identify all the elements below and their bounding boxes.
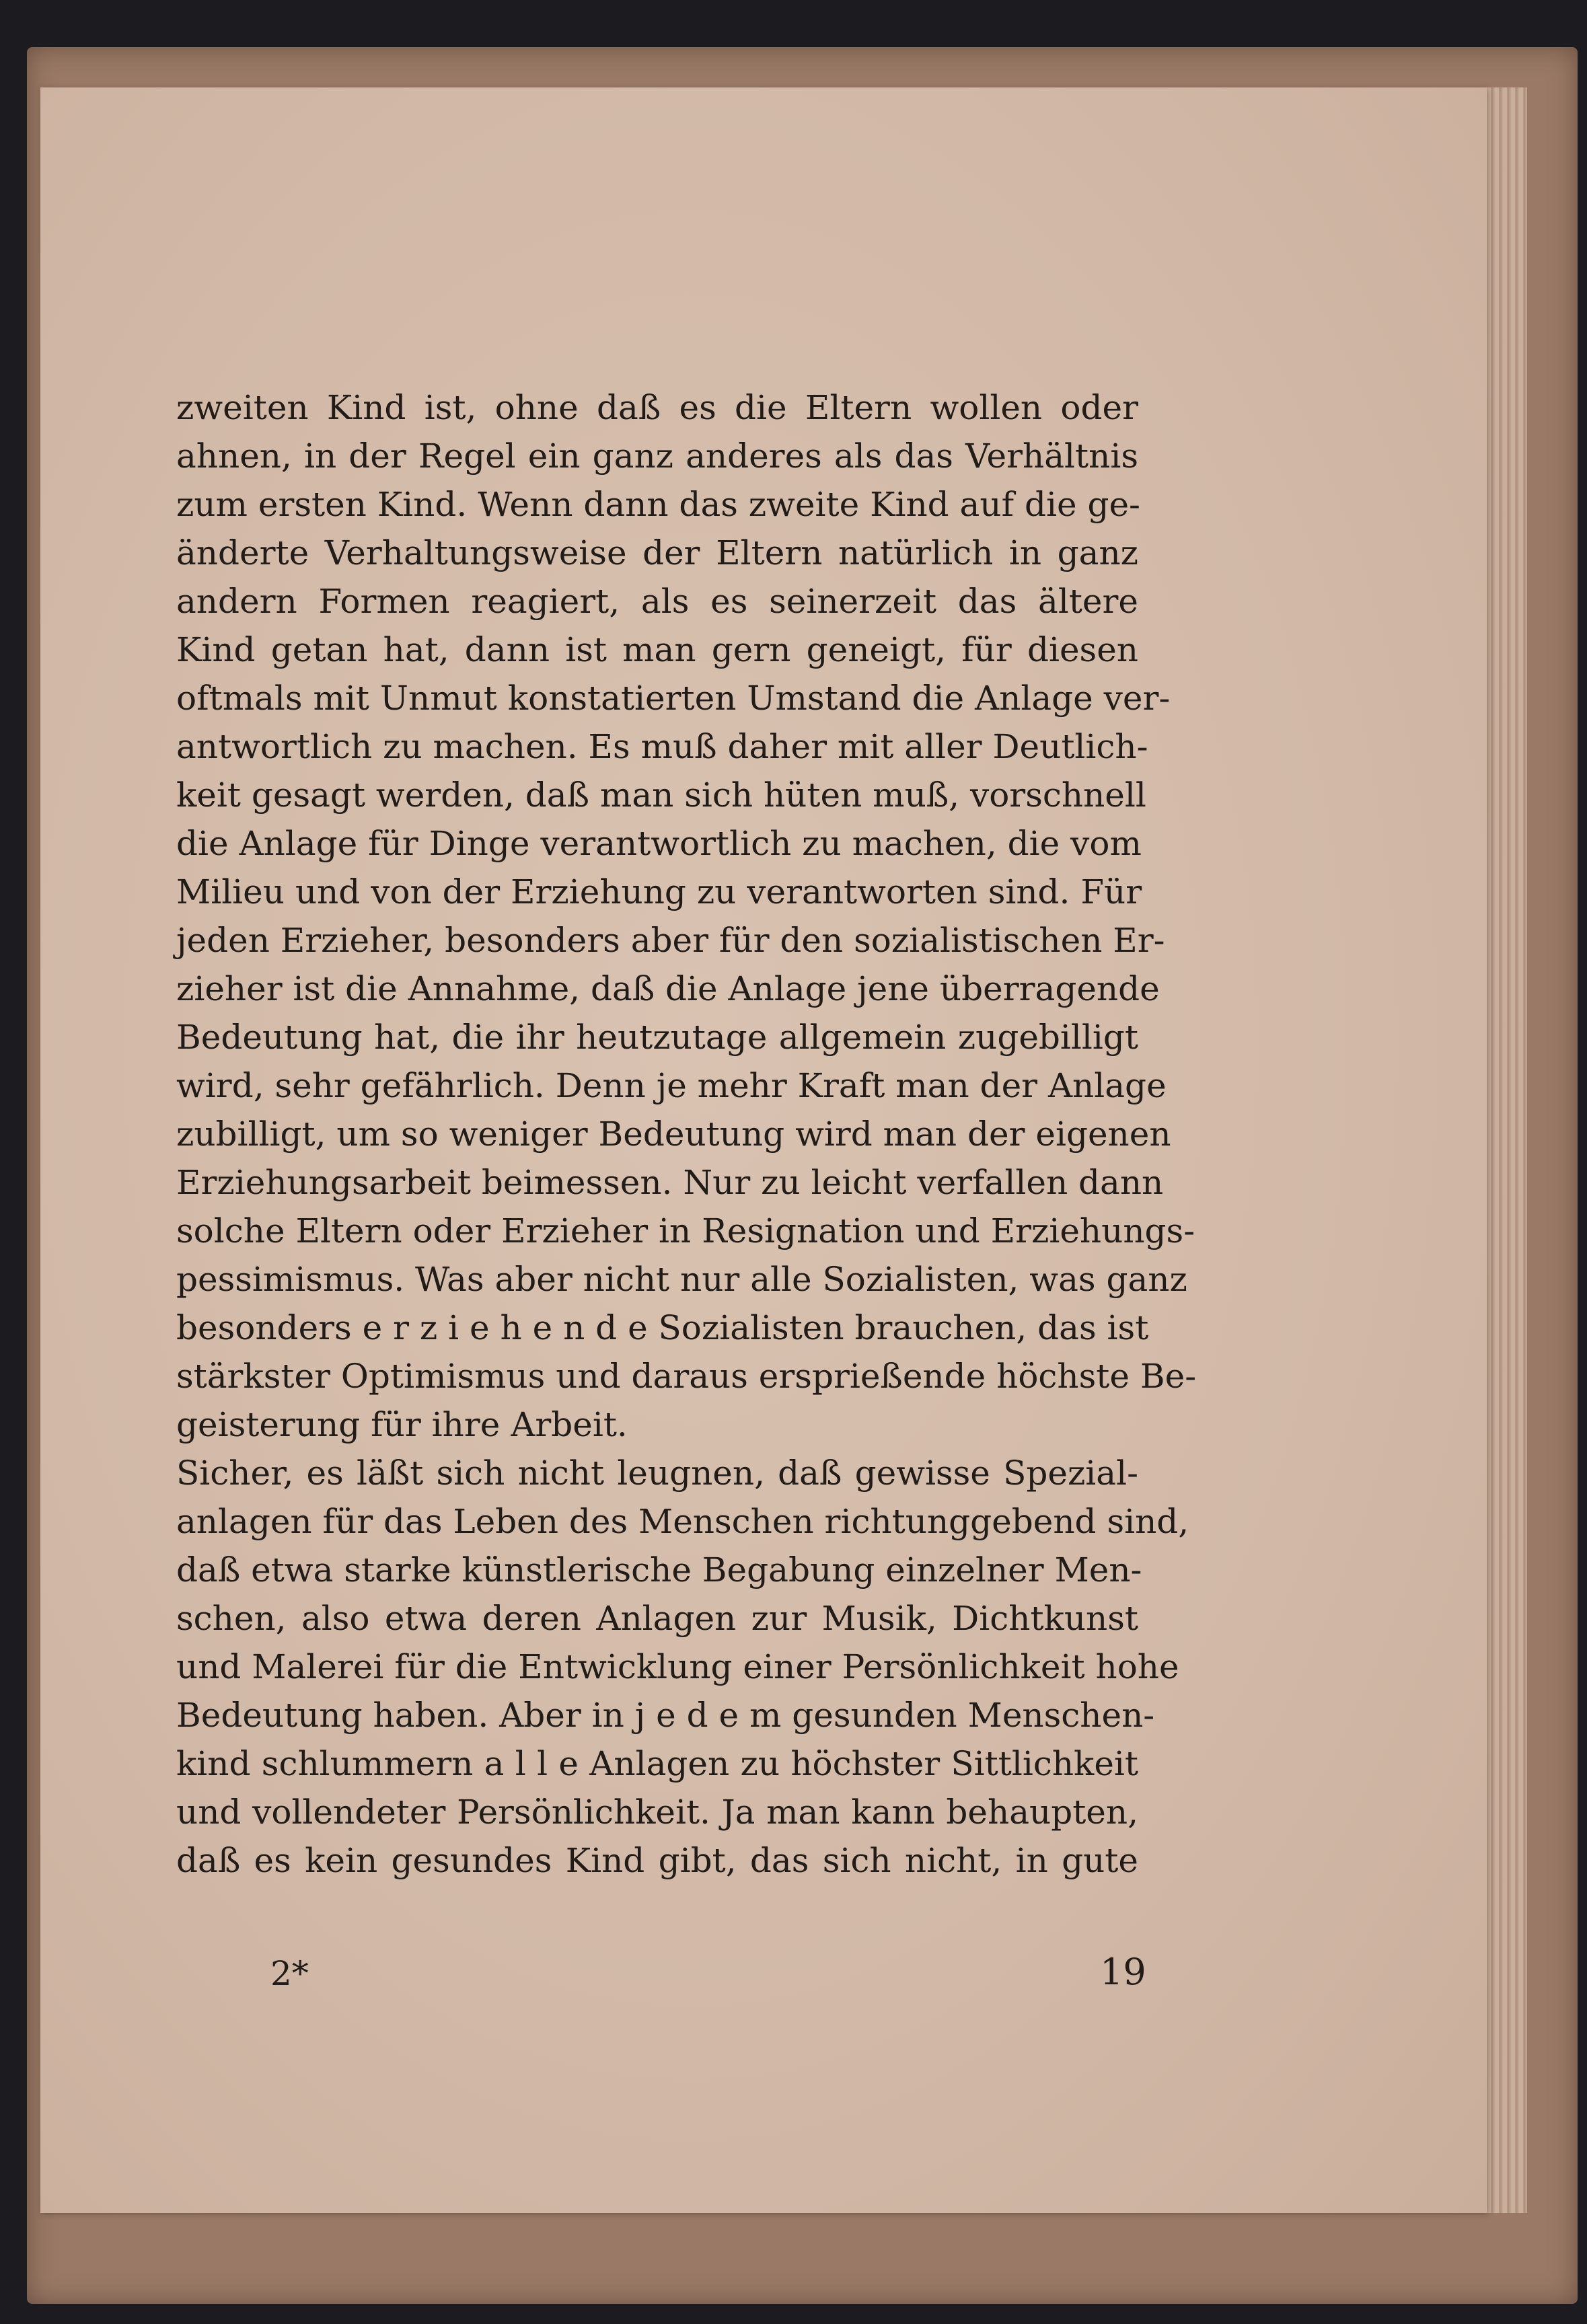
text-line: andern Formen reagiert, als es seinerzeit das ältere bbox=[176, 582, 1138, 621]
text-line: Bedeutung hat, die ihr heutzutage allgemein zugebilligt bbox=[176, 1018, 1138, 1057]
signature-mark: 2* bbox=[270, 1954, 309, 1993]
text-line: Kind getan hat, dann ist man gern geneigt, für diesen bbox=[176, 630, 1138, 669]
text-line: Sicher, es läßt sich nicht leugnen, daß gewisse Spezial- bbox=[176, 1454, 1138, 1493]
text-line: zum ersten Kind. Wenn dann das zweite Kind auf die ge- bbox=[176, 485, 1140, 524]
text-line: solche Eltern oder Erzieher in Resignation und Erziehungs- bbox=[176, 1211, 1195, 1250]
text-line: geisterung für ihre Arbeit. bbox=[176, 1405, 628, 1444]
text-line: zweiten Kind ist, ohne daß es die Eltern wollen oder bbox=[176, 388, 1138, 427]
text-line: und Malerei für die Entwicklung einer Persönlichkeit hohe bbox=[176, 1647, 1179, 1686]
body-text bbox=[176, 383, 1197, 1885]
text-line: oftmals mit Unmut konstatierten Umstand die Anlage ver- bbox=[176, 679, 1171, 718]
text-line: Erziehungsarbeit beimessen. Nur zu leicht verfallen dann bbox=[176, 1163, 1164, 1202]
text-line: änderte Verhaltungsweise der Eltern natürlich in ganz bbox=[176, 533, 1138, 572]
text-line: jeden Erzieher, besonders aber für den sozialistischen Er- bbox=[176, 921, 1165, 960]
text-line: die Anlage für Dinge verantwortlich zu machen, die vom bbox=[176, 824, 1142, 863]
text-line: keit gesagt werden, daß man sich hüten muß, vorschnell bbox=[176, 776, 1146, 815]
text-line: Milieu und von der Erziehung zu verantworten sind. Für bbox=[176, 872, 1142, 911]
text-line: stärkster Optimismus und daraus ersprießende höchste Be- bbox=[176, 1357, 1197, 1396]
text-line: kind schlummern a l l e Anlagen zu höchster Sittlichkeit bbox=[176, 1744, 1138, 1783]
text-line: Bedeutung haben. Aber in j e d e m gesunden Menschen- bbox=[176, 1696, 1155, 1735]
text-line: antwortlich zu machen. Es muß daher mit aller Deutlich- bbox=[176, 727, 1148, 766]
text-line: schen, also etwa deren Anlagen zur Musik, Dichtkunst bbox=[176, 1599, 1138, 1638]
text-line: pessimismus. Was aber nicht nur alle Sozialisten, was ganz bbox=[176, 1260, 1187, 1299]
text-line: anlagen für das Leben des Menschen richtunggebend sind, bbox=[176, 1502, 1189, 1541]
text-line: daß es kein gesundes Kind gibt, das sich nicht, in gute bbox=[176, 1841, 1138, 1880]
text-line: und vollendeter Persönlichkeit. Ja man kann behaupten, bbox=[176, 1793, 1138, 1832]
text-line: daß etwa starke künstlerische Begabung einzelner Men- bbox=[176, 1550, 1142, 1589]
text-line: ahnen, in der Regel ein ganz anderes als das Verhältnis bbox=[176, 437, 1138, 476]
text-line: wird, sehr gefährlich. Denn je mehr Kraft man der Anlage bbox=[176, 1066, 1167, 1105]
text-line: zieher ist die Annahme, daß die Anlage jene überragende bbox=[176, 969, 1160, 1008]
page-number: 19 bbox=[1100, 1951, 1146, 1993]
text-line: besonders e r z i e h e n d e Sozialisten brauchen, das ist bbox=[176, 1308, 1149, 1347]
text-line: zubilligt, um so weniger Bedeutung wird man der eigenen bbox=[176, 1115, 1171, 1154]
